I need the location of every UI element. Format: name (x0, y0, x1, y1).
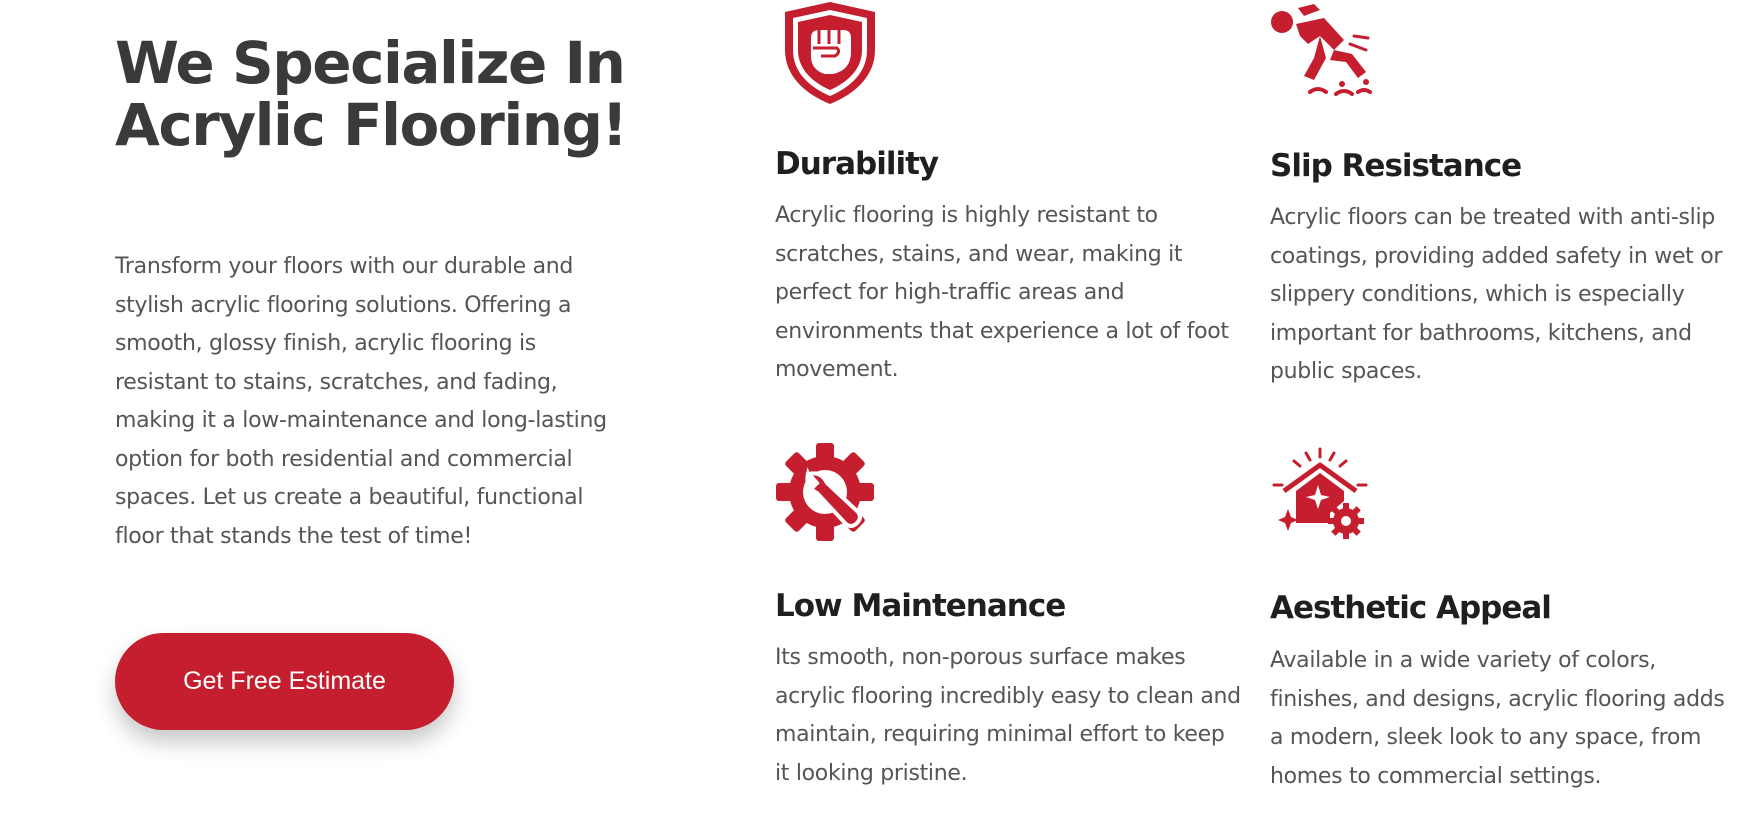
get-free-estimate-button[interactable]: Get Free Estimate (115, 633, 454, 730)
gear-wrench-icon (775, 443, 885, 548)
feature-title: Aesthetic Appeal (1270, 590, 1551, 626)
fist-shield-icon (775, 0, 885, 105)
page-title (115, 29, 675, 159)
sparkling-house-icon (1270, 443, 1380, 548)
feature-description: Available in a wide variety of colors, finishes, and designs, acrylic flooring adds a modern, sleek look to any space, from homes to commercial settings. (1270, 648, 1725, 789)
feature-description: Acrylic floors can be treated with anti-slip coatings, providing added safety in wet or slippery conditions, which is especially important for bathrooms, kitchens, and public spaces. (1270, 205, 1723, 384)
feature-description: Its smooth, non-porous surface makes acrylic flooring incredibly easy to clean and maintain, requiring minimal effort to keep it looking pristine. (775, 645, 1241, 786)
feature-title: Low Maintenance (775, 588, 1066, 624)
slipping-person-icon (1270, 0, 1380, 105)
headline-line-2: Acrylic Flooring! (115, 91, 627, 159)
feature-title: Durability (775, 146, 939, 182)
headline-line-1: We Specialize In (115, 29, 625, 97)
feature-description: Acrylic flooring is highly resistant to scratches, stains, and wear, making it perfect for high-traffic areas and environments that experience a lot of foot movement. (775, 203, 1229, 382)
feature-title: Slip Resistance (1270, 148, 1522, 184)
intro-paragraph: Transform your floors with our durable and stylish acrylic flooring solutions. Offering a smooth, glossy finish, acrylic flooring is resistant to stains, scratches, and fading, making it a low-maintenance and long-lasting option for both residential and commercial spaces. Let us create a beautiful, functional floor that stands the test of time! (115, 254, 607, 549)
